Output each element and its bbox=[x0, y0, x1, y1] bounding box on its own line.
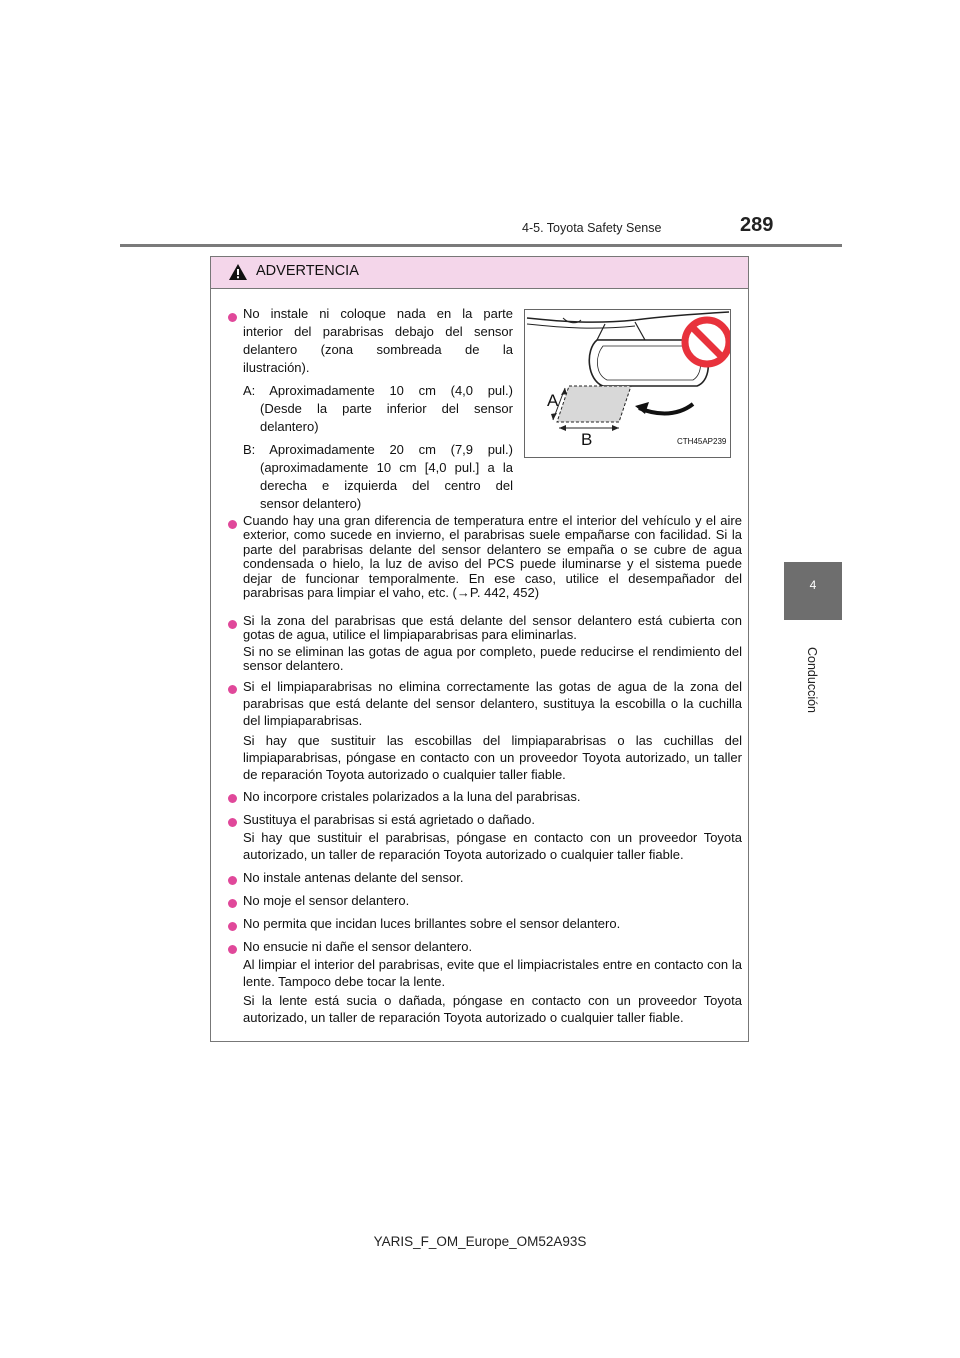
chapter-label: Conducción bbox=[805, 646, 819, 714]
bullet-icon bbox=[228, 520, 237, 529]
item-1-line-3: delantero (zona sombreada de la bbox=[243, 342, 513, 357]
warning-header bbox=[211, 257, 748, 289]
item-10-text: No ensucie ni dañe el sensor delantero. bbox=[243, 939, 473, 954]
item-3-text: Si la zona del parabrisas que está delante del sensor delantero está cubierta con gotas de agua, utilice el limpiaparabrisas para eliminarlas. bbox=[243, 613, 742, 643]
label-a: A bbox=[547, 391, 559, 410]
dimension-b-line-1: B: Aproximadamente 20 cm (7,9 pul.) bbox=[243, 442, 513, 457]
item-3-text-2: Si no se eliminan las gotas de agua por completo, puede reducirse el rendimiento del sensor delantero. bbox=[243, 644, 742, 674]
bullet-icon bbox=[228, 922, 237, 931]
item-10-text-2: Al limpiar el interior del parabrisas, evite que el limpiacristales entre en contacto con la lente. Tampoco debe tocar la lente. bbox=[243, 957, 742, 990]
bullet-icon bbox=[228, 945, 237, 954]
bullet-icon bbox=[228, 818, 237, 827]
item-9-text: No permita que incidan luces brillantes sobre el sensor delantero. bbox=[243, 916, 621, 931]
bullet-icon bbox=[228, 620, 237, 629]
warning-triangle-icon bbox=[228, 263, 248, 281]
dimension-a-line-1: A: Aproximadamente 10 cm (4,0 pul.) bbox=[243, 383, 513, 398]
warning-title: ADVERTENCIA bbox=[256, 263, 359, 279]
bullet-icon bbox=[228, 313, 237, 322]
dimension-a-line-2: (Desde la parte inferior del sensor bbox=[260, 401, 513, 416]
section-title: 4-5. Toyota Safety Sense bbox=[522, 221, 662, 235]
sensor-illustration bbox=[524, 309, 731, 458]
bullet-icon bbox=[228, 685, 237, 694]
item-10-text-3: Si la lente está sucia o dañada, póngase en contacto con un proveedor Toyota autorizado, un taller de reparación Toyota autorizado o cualquier taller fiable. bbox=[243, 993, 742, 1026]
item-5-text: No incorpore cristales polarizados a la luna del parabrisas. bbox=[243, 789, 581, 804]
item-1-line-4: ilustración). bbox=[243, 360, 310, 375]
chapter-tab[interactable] bbox=[784, 562, 842, 620]
label-b: B bbox=[581, 430, 593, 449]
item-1-line-2: interior del parabrisas debajo del sensor bbox=[243, 324, 513, 339]
document-code: YARIS_F_OM_Europe_OM52A93S bbox=[373, 1234, 587, 1249]
item-2-text: Cuando hay una gran diferencia de temperatura entre el interior del vehículo y el aire exterior, como sucede en invierno, el parabrisas suele empañarse con facilidad. Si la parte del parabrisas delante del sensor delantero se empaña o se cubre de agua condensada o hielo, la luz de aviso del PCS puede iluminarse y el sistema puede dejar de funcionar temporalmente. En ese caso, utilice el desempañador del parabrisas para limpiar el vaho, etc. (→P. 442, 452) bbox=[243, 513, 742, 601]
header-divider bbox=[120, 244, 842, 247]
chapter-number: 4 bbox=[809, 578, 817, 592]
item-6-text-2: Si hay que sustituir el parabrisas, póngase en contacto con un proveedor Toyota autorizado, un taller de reparación Toyota autorizado o cualquier taller fiable. bbox=[243, 830, 742, 863]
bullet-icon bbox=[228, 794, 237, 803]
illustration-code: CTH45AP239 bbox=[677, 437, 727, 446]
windshield-sensor-diagram bbox=[525, 310, 730, 457]
item-4-text-2: Si hay que sustituir las escobillas del limpiaparabrisas o las cuchillas del limpiaparabrisas, póngase en contacto con un proveedor Toyota autorizado, un taller de reparación Toyota autorizado o cualquier taller fiable. bbox=[243, 733, 742, 783]
page-number: 289 bbox=[740, 214, 774, 236]
dimension-a-line-3: delantero) bbox=[260, 419, 319, 434]
item-8-text: No moje el sensor delantero. bbox=[243, 893, 410, 908]
dimension-b-line-2: (aproximadamente 10 cm [4,0 pul.] a la bbox=[260, 460, 513, 475]
item-4-text: Si el limpiaparabrisas no elimina correctamente las gotas de agua de la zona del parabrisas que está delante del sensor delantero, sustituya la escobilla o la cuchilla del limpiaparabrisas. bbox=[243, 679, 742, 729]
item-7-text: No instale antenas delante del sensor. bbox=[243, 870, 464, 885]
dimension-b-line-4: sensor delantero) bbox=[260, 496, 362, 511]
item-1-line-1: No instale ni coloque nada en la parte bbox=[243, 306, 513, 321]
bullet-icon bbox=[228, 899, 237, 908]
dimension-b-line-3: derecha e izquierda del centro del bbox=[260, 478, 513, 493]
item-6-text: Sustituya el parabrisas si está agrietado o dañado. bbox=[243, 812, 535, 827]
bullet-icon bbox=[228, 876, 237, 885]
